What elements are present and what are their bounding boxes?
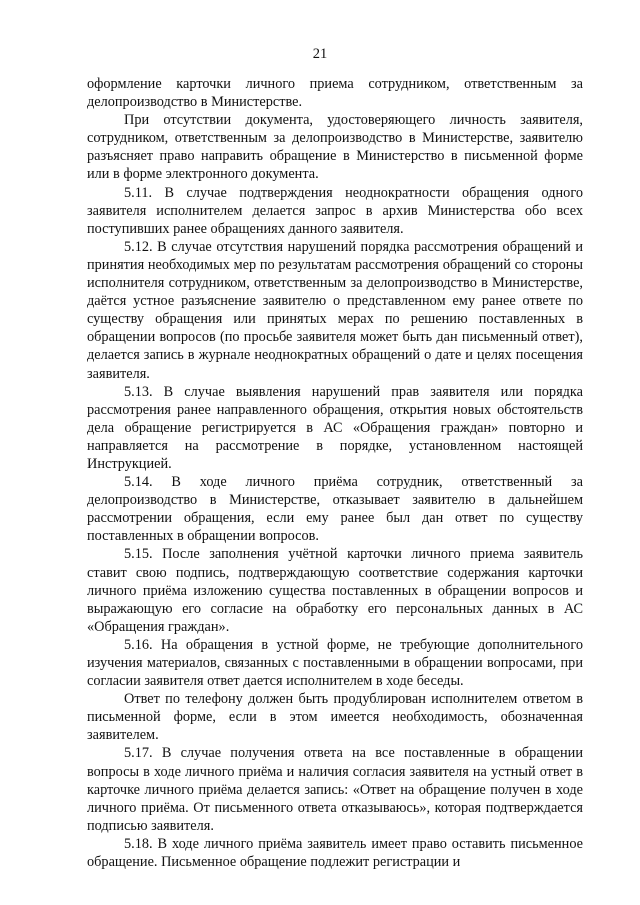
page-number: 21: [312, 46, 328, 62]
paragraph-5-14: 5.14. В ходе личного приёма сотрудник, ответственный за делопроизводство в Министерстве, отказывает заявителю в дальнейшем рассмотрении обращения, если ему ранее был дан ответ по существу поставленных в обращении вопросов.: [87, 474, 583, 545]
paragraph-continuation: оформление карточки личного приема сотрудником, ответственным за делопроизводство в Министерстве.: [87, 76, 583, 111]
paragraph-5-17: 5.17. В случае получения ответа на все поставленные в обращении вопросы в ходе личного приёма и наличия согласия заявителя на устный ответ в карточке личного приёма делается запись: «Ответ на обращение получен в ходе личного приёма. От письменного ответа отказываюсь», которая подтверждается подписью заявителя.: [87, 745, 583, 834]
document-body: [87, 75, 583, 871]
paragraph-5-13: 5.13. В случае выявления нарушений прав заявителя или порядка рассмотрения ранее направленного обращения, открытия новых обстоятельств дела обращение регистрируется в АС «Обращения граждан» повторно и направляется на рассмотрение в порядке, установленном настоящей Инструкцией.: [87, 383, 583, 472]
paragraph-5-16: 5.16. На обращения в устной форме, не требующие дополнительного изучения материалов, связанных с поставленными в обращении вопросами, при согласии заявителя ответ дается исполнителем в ходе беседы.: [87, 636, 583, 690]
paragraph-5-12: 5.12. В случае отсутствия нарушений порядка рассмотрения обращений и принятия необходимых мер по результатам рассмотрения обращений со стороны исполнителя сотрудником, ответственным за делопроизводство в Министерстве, даётся устное разъяснение заявителю о представленном ему ранее ответе по существу обращения или принятых мерах по решению поставленных в обращении вопросов (по просьбе заявителя может быть дан письменный ответ), делается запись в журнале неоднократных обращений о дате и целях посещения заявителя.: [87, 238, 583, 382]
paragraph-5-15: 5.15. После заполнения учётной карточки личного приема заявитель ставит свою подпись, подтверждающую соответствие содержания карточки личного приёма изложению существа поставленных в обращении вопросов и выражающую его согласие на обработку его персональных данных в АС «Обращения граждан».: [87, 546, 583, 635]
paragraph-missing-id-document: При отсутствии документа, удостоверяющего личность заявителя, сотрудником, ответственным за делопроизводство в Министерстве, заявителю разъясняет право направить обращение в Министерство в письменной форме или в форме электронного документа.: [87, 112, 583, 183]
paragraph-5-11: 5.11. В случае подтверждения неоднократности обращения одного заявителя исполнителем делается запрос в архив Министерства обо всех поступивших ранее обращениях данного заявителя.: [87, 184, 583, 237]
paragraph-phone-answer: Ответ по телефону должен быть продублирован исполнителем ответом в письменной форме, если в этом имеется необходимость, обозначенная заявителем.: [87, 691, 583, 744]
paragraph-5-18: 5.18. В ходе личного приёма заявитель имеет право оставить письменное обращение. Письменное обращение подлежит регистрации и: [87, 835, 583, 871]
